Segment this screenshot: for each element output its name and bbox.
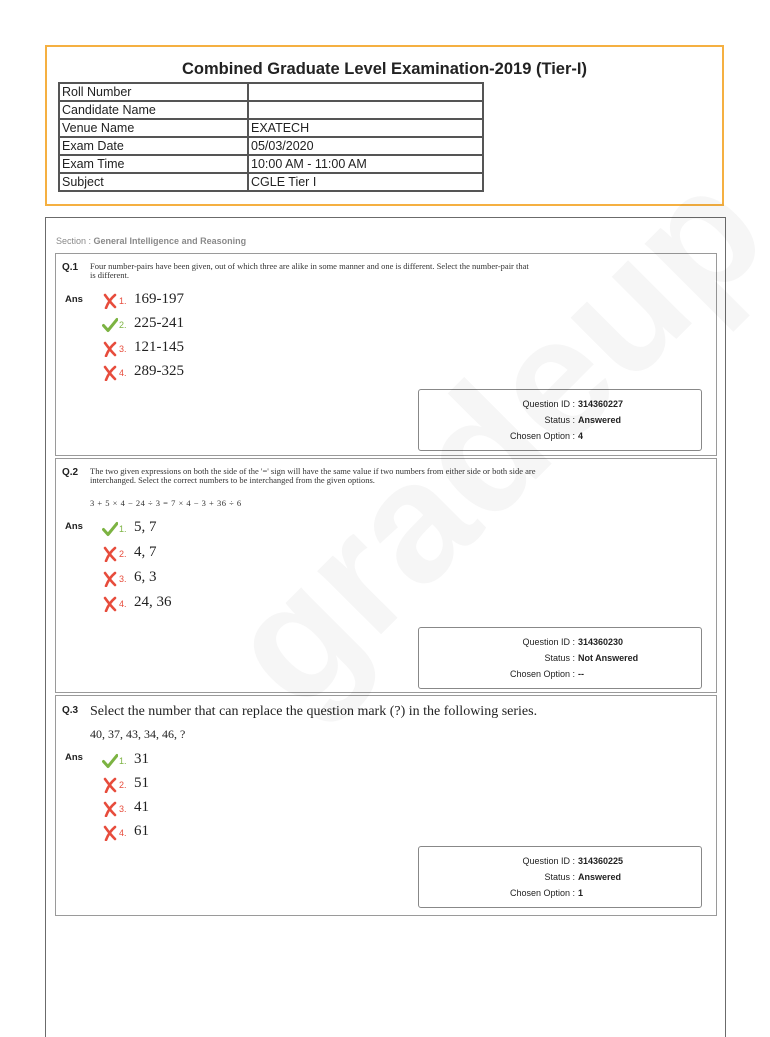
option-text: 41	[134, 799, 149, 815]
question-expression: 3 + 5 × 4 − 24 ÷ 3 = 7 × 4 − 3 + 36 ÷ 6	[90, 498, 242, 508]
exam-title: Combined Graduate Level Examination-2019 (Tier-I)	[182, 60, 587, 78]
info-key: Candidate Name	[59, 101, 248, 119]
check-icon	[102, 317, 118, 333]
option-number: 3.	[119, 804, 127, 814]
option-number: 4.	[119, 828, 127, 838]
option-text: 24, 36	[134, 594, 172, 610]
cross-icon	[102, 341, 118, 357]
question-number: Q.2	[62, 467, 79, 478]
option-text: 31	[134, 751, 149, 767]
option-number: 3.	[119, 574, 127, 584]
cross-icon	[102, 365, 118, 381]
section-prefix: Section :	[56, 236, 94, 246]
chosen-option-value: 4	[578, 431, 584, 441]
option-text: 6, 3	[134, 569, 157, 585]
option-number: 3.	[119, 344, 127, 354]
check-icon	[102, 521, 118, 537]
cross-icon	[102, 571, 118, 587]
info-value: CGLE Tier I	[248, 173, 483, 191]
question-id-line	[522, 637, 624, 647]
option-text: 5, 7	[134, 519, 157, 535]
info-value	[248, 101, 483, 119]
option-number: 2.	[119, 549, 127, 559]
question-id-line	[522, 399, 624, 409]
ans-label: Ans	[65, 521, 83, 532]
status-value: Not Answered	[578, 653, 639, 663]
cross-icon	[102, 801, 118, 817]
question-id-line	[522, 856, 624, 866]
question-id-value: 314360230	[578, 637, 624, 647]
question-series: 40, 37, 43, 34, 46, ?	[90, 727, 186, 741]
info-key: Exam Date	[59, 137, 248, 155]
cross-icon	[102, 825, 118, 841]
chosen-option-label: Chosen Option :	[509, 669, 575, 679]
option-text: 121-145	[134, 339, 184, 355]
question-id-label: Question ID :	[522, 399, 575, 409]
table-row	[59, 101, 483, 119]
option-text: 51	[134, 775, 149, 791]
info-value: EXATECH	[248, 119, 483, 137]
option-number: 4.	[119, 368, 127, 378]
question-card	[55, 253, 717, 456]
exam-header	[45, 45, 724, 206]
info-key: Venue Name	[59, 119, 248, 137]
question-card	[55, 458, 717, 693]
status-box	[418, 846, 702, 908]
info-value: 10:00 AM - 11:00 AM	[248, 155, 483, 173]
section-name: General Intelligence and Reasoning	[93, 236, 247, 246]
question-number: Q.3	[62, 705, 79, 716]
option-number: 4.	[119, 599, 127, 609]
status-line	[544, 415, 622, 425]
option-number: 1.	[119, 756, 127, 766]
ans-label: Ans	[65, 752, 83, 763]
option-text: 225-241	[134, 315, 184, 331]
cross-icon	[102, 777, 118, 793]
cross-icon	[102, 546, 118, 562]
option-number: 2.	[119, 320, 127, 330]
question-card	[55, 695, 717, 916]
table-row	[59, 173, 483, 191]
option-text: 289-325	[134, 363, 184, 379]
info-key: Exam Time	[59, 155, 248, 173]
status-box	[418, 627, 702, 689]
option-number: 1.	[119, 524, 127, 534]
option-text: 61	[134, 823, 149, 839]
info-key: Subject	[59, 173, 248, 191]
table-row	[59, 83, 483, 101]
chosen-option-label: Chosen Option :	[509, 888, 575, 898]
table-row	[59, 119, 483, 137]
table-row	[59, 155, 483, 173]
question-number: Q.1	[62, 262, 79, 273]
table-row	[59, 137, 483, 155]
candidate-info-table	[58, 82, 484, 192]
status-line	[544, 653, 639, 663]
section-label	[56, 236, 246, 246]
status-box	[418, 389, 702, 451]
option-text: 4, 7	[134, 544, 157, 560]
info-value: 05/03/2020	[248, 137, 483, 155]
cross-icon	[102, 596, 118, 612]
question-id-label: Question ID :	[522, 856, 575, 866]
status-label: Status :	[544, 415, 575, 425]
status-line	[544, 872, 622, 882]
status-label: Status :	[544, 872, 575, 882]
chosen-option-line	[509, 431, 584, 441]
question-id-value: 314360227	[578, 399, 624, 409]
question-text: Select the number that can replace the question mark (?) in the following series.	[90, 704, 538, 719]
info-key: Roll Number	[59, 83, 248, 101]
option-number: 2.	[119, 780, 127, 790]
ans-label: Ans	[65, 294, 83, 305]
chosen-option-line	[509, 669, 584, 679]
option-text: 169-197	[134, 291, 184, 307]
info-value	[248, 83, 483, 101]
chosen-option-line	[509, 888, 584, 898]
chosen-option-value: --	[578, 669, 584, 679]
question-text: The two given expressions on both the side of the '=' sign will have the same value if two numbers from either side or both side are interchanged. Select the correct numbers to be interchanged from the given options.	[90, 466, 536, 485]
question-id-label: Question ID :	[522, 637, 575, 647]
chosen-option-label: Chosen Option :	[509, 431, 575, 441]
status-value: Answered	[578, 415, 622, 425]
status-label: Status :	[544, 653, 575, 663]
chosen-option-value: 1	[578, 888, 584, 898]
response-sheet	[45, 217, 726, 1037]
question-id-value: 314360225	[578, 856, 624, 866]
status-value: Answered	[578, 872, 622, 882]
question-text: Four number-pairs have been given, out of which three are alike in some manner and one is different. Select the number-pair that is different.	[90, 261, 529, 280]
cross-icon	[102, 293, 118, 309]
check-icon	[102, 753, 118, 769]
option-number: 1.	[119, 296, 127, 306]
